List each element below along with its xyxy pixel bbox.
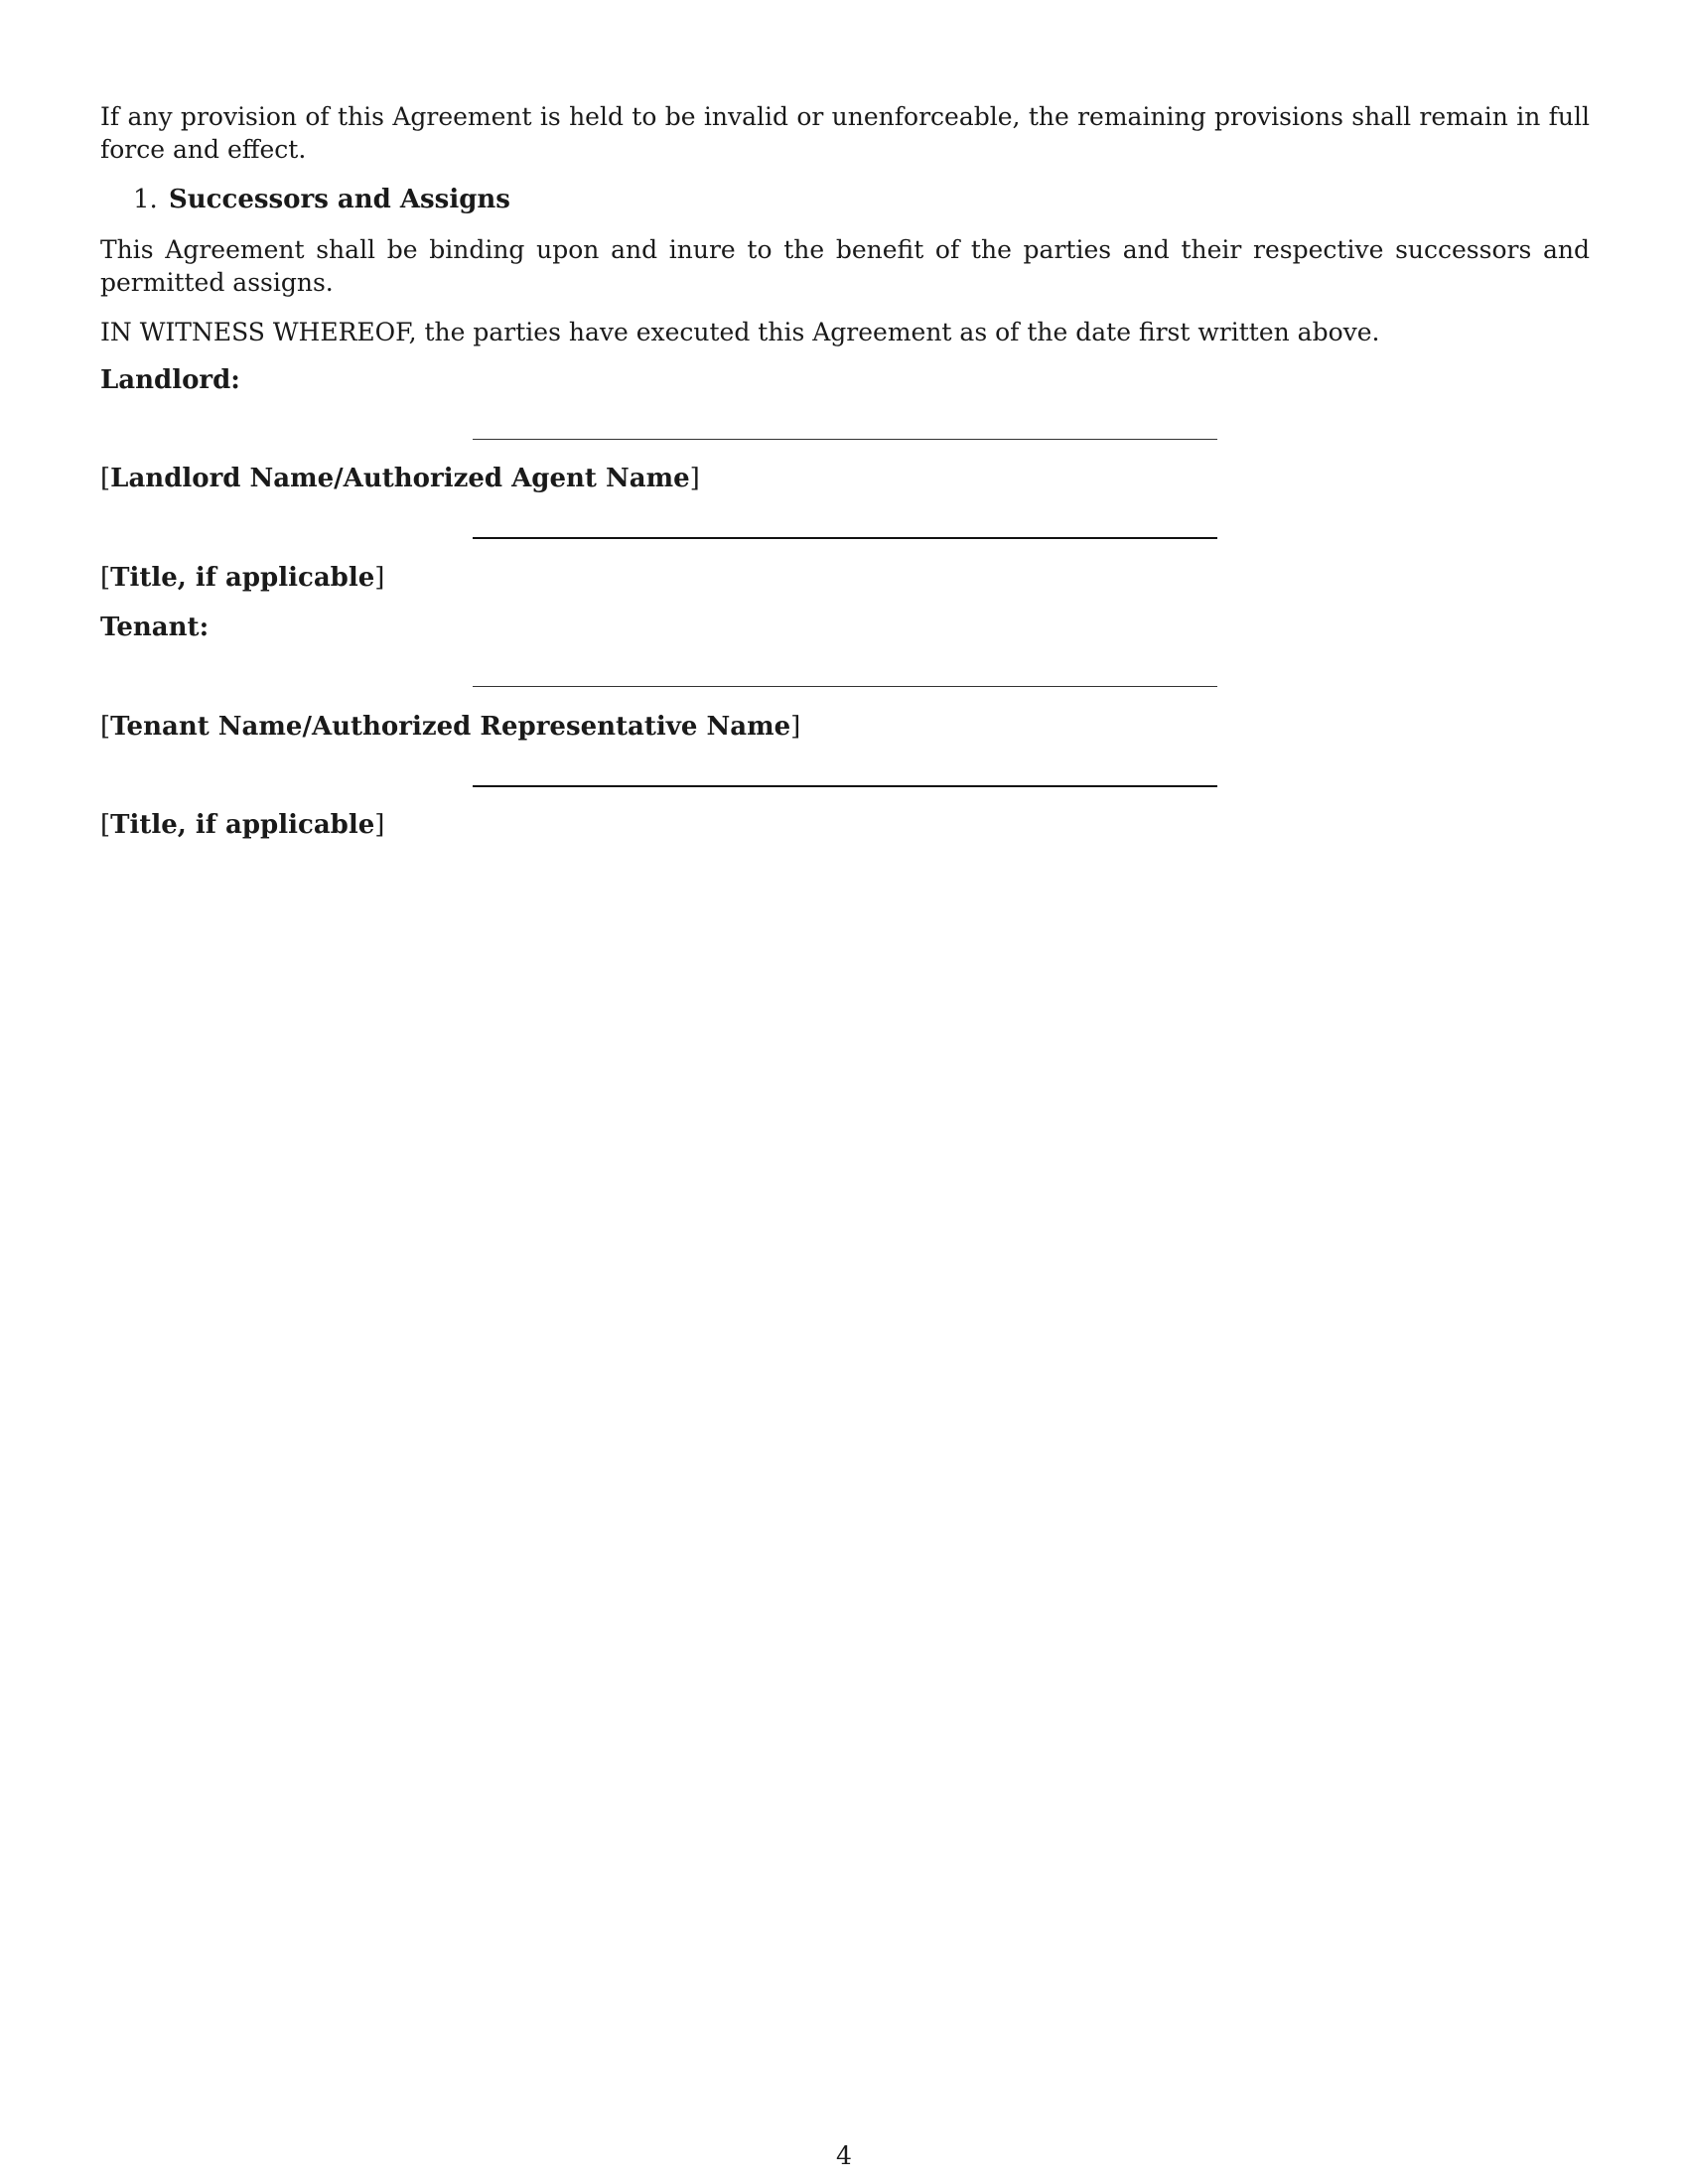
landlord-title-close-bracket: ] [374,563,385,593]
tenant-name-open-bracket: [ [100,712,111,742]
landlord-name-placeholder [100,463,700,495]
landlord-name-text: Landlord Name/Authorized Agent Name [110,464,690,493]
section-heading [133,184,510,216]
tenant-title-placeholder [100,809,384,842]
tenant-title-line [473,785,1217,787]
tenant-signature-line [473,686,1217,687]
witness-paragraph: IN WITNESS WHEREOF, the parties have executed this Agreement as of the date first written above. [100,318,1380,346]
tenant-title-text: Title, if applicable [110,810,375,840]
landlord-name-close-bracket: ] [689,464,700,493]
landlord-title-line [473,537,1217,539]
tenant-title-close-bracket: ] [374,810,385,840]
tenant-title-open-bracket: [ [100,810,111,840]
page-number: 4 [836,2141,852,2170]
landlord-signature-line [473,439,1217,440]
successors-paragraph: This Agreement shall be binding upon and inure to the benefit of the parties and their respective successors and permitted assigns. [100,235,1590,297]
section-number: 1. [133,185,158,214]
landlord-name-open-bracket: [ [100,464,111,493]
section-title: Successors and Assigns [169,185,510,214]
tenant-name-placeholder [100,711,800,744]
severability-paragraph: If any provision of this Agreement is held to be invalid or unenforceable, the remaining provisions shall remain in full force and effect. [100,102,1590,164]
landlord-title-open-bracket: [ [100,563,111,593]
landlord-title-text: Title, if applicable [110,563,375,593]
tenant-label: Tenant: [100,613,210,642]
landlord-title-placeholder [100,562,384,595]
landlord-label: Landlord: [100,365,240,395]
tenant-name-close-bracket: ] [790,712,801,742]
tenant-name-text: Tenant Name/Authorized Representative Name [110,712,791,742]
